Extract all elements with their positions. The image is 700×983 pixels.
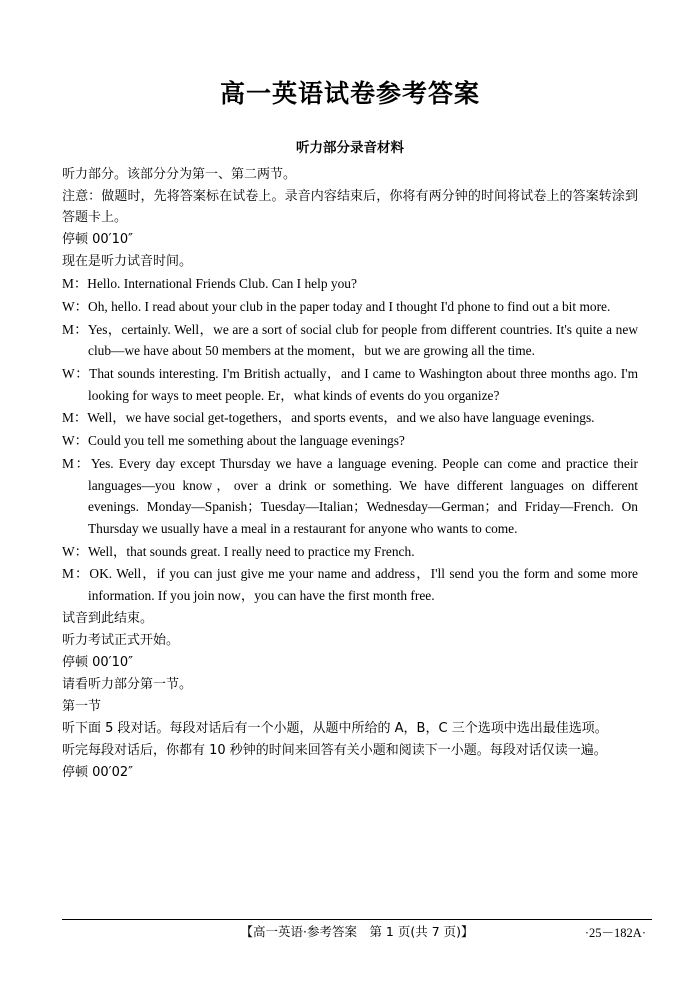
- intro-line: 听力部分。该部分分为第一、第二两节。: [62, 167, 297, 182]
- dialogue-line: M：Hello. International Friends Club. Can I help you?: [62, 276, 357, 292]
- footer-divider: [62, 919, 652, 920]
- part-label: 第一节: [62, 698, 102, 714]
- dialogue-line: M：OK. Well，if you can just give me your name and address，I'll send you the form and some more information. If you join now，you can have the first month free.: [62, 566, 638, 604]
- page-footer: [62, 919, 652, 939]
- intro-line: 注意：做题时，先将答案标在试卷上。录音内容结束后，你将有两分钟的时间将试卷上的答案转涂到答题卡上。: [62, 189, 638, 226]
- page-title: 高一英语试卷参考答案: [219, 79, 480, 108]
- dialogue-line: W：That sounds interesting. I'm British actually，and I came to Washington about three months ago. I'm looking for ways to meet people. Er，what kinds of events do you organize?: [62, 366, 638, 403]
- closing-line: 试音到此结束。: [62, 610, 154, 626]
- closing-line: 听力考试正式开始。: [62, 632, 180, 648]
- dialogue-line: W：Oh, hello. I read about your club in the paper today and I thought I'd phone to find out a bit more.: [62, 298, 611, 314]
- pause-marker: 停顿 00′10″: [62, 654, 134, 670]
- instruction-line: 听下面 5 段对话。每段对话后有一个小题，从题中所给的 A，B，C 三个选项中选出最佳选项。: [62, 721, 608, 737]
- listening-script-body: [62, 164, 638, 783]
- footer-code: ·25－182A·: [584, 926, 646, 940]
- dialogue-line: M：Yes. Every day except Thursday we have a language evening. People can come and practice their languages—you know，over a drink or something. We have different languages on different evenings. Monday—Spanish；Tuesday—Italian；Wednesday—German；and Friday—French. On Thursday we usually have a meal in a restaurant for anyone who wants to come.: [62, 455, 638, 536]
- dialogue-line: W：Could you tell me something about the language evenings?: [62, 433, 405, 449]
- instruction-head: 请看听力部分第一节。: [62, 676, 193, 692]
- footer-page-info: 【高一英语·参考答案 第 1 页(共 7 页)】: [240, 924, 474, 939]
- dialogue-line: M：Yes，certainly. Well，we are a sort of social club for people from different countries. It's quite a new club—we have about 50 members at the moment，but we are growing all the time.: [62, 321, 638, 359]
- instruction-line: 听完每段对话后，你都有 10 秒钟的时间来回答有关小题和阅读下一小题。每段对话仅读一遍。: [62, 743, 607, 759]
- dialogue-line: M：Well，we have social get-togethers，and sports events，and we also have language evenings.: [62, 410, 595, 426]
- dialogue-line: W：Well，that sounds great. I really need to practice my French.: [62, 543, 415, 559]
- pause-marker: 停顿 00′02″: [62, 765, 134, 781]
- pause-marker: 停顿 00′10″: [62, 232, 134, 248]
- section-heading: 听力部分录音材料: [296, 140, 404, 156]
- now-listening-line: 现在是听力试音时间。: [62, 254, 193, 270]
